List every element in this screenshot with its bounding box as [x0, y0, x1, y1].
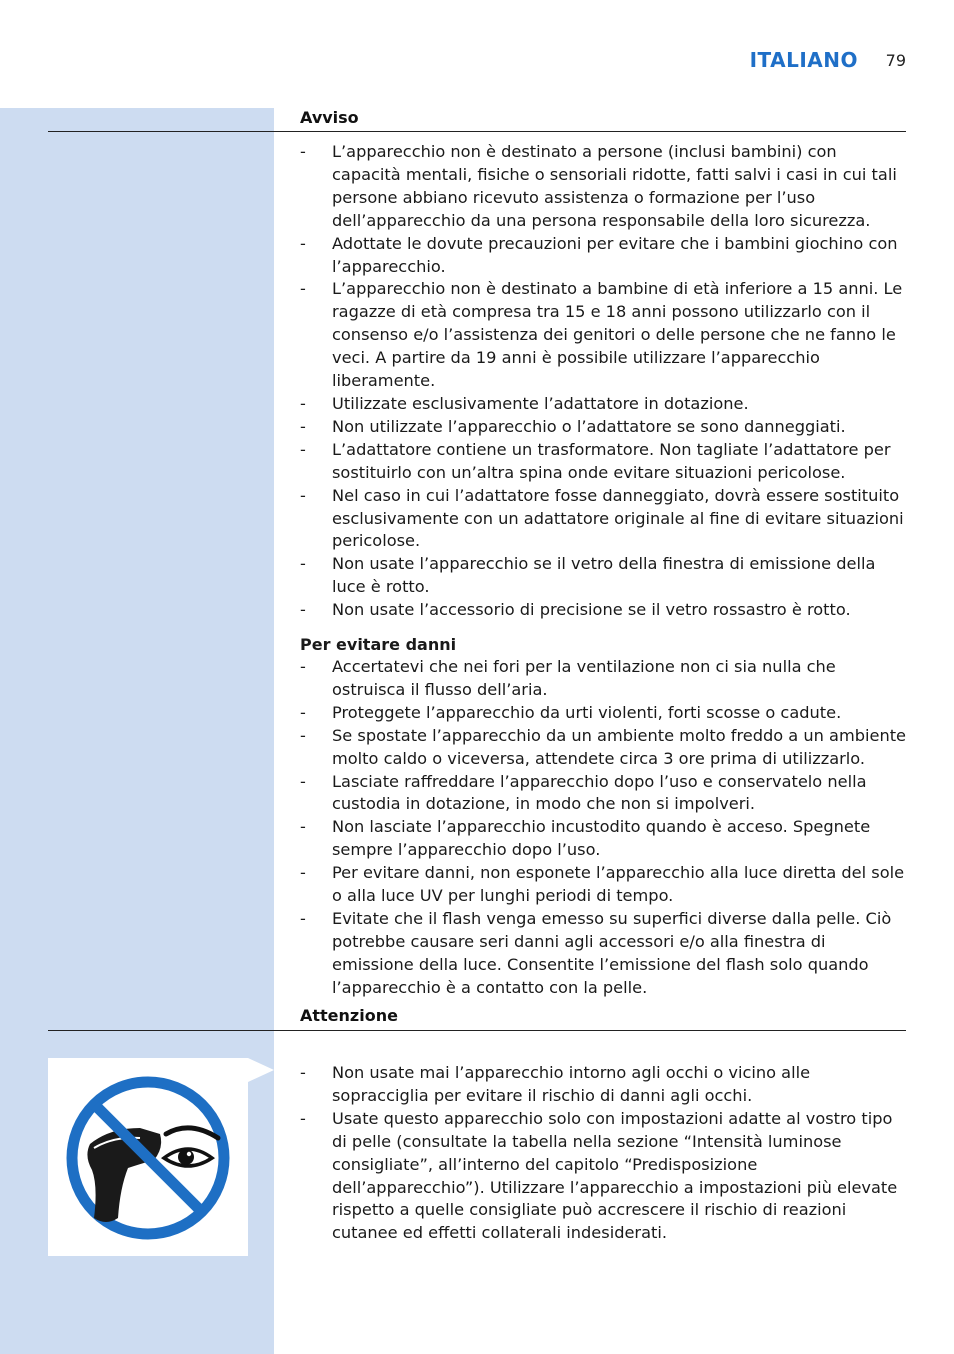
section-divider: [48, 131, 906, 132]
list-item: - Non utilizzate l’apparecchio o l’adattatore se sono danneggiati.: [300, 416, 910, 439]
avviso-content: [300, 141, 910, 1000]
section-title-attenzione: Attenzione: [300, 1006, 398, 1025]
danni-list: [300, 656, 910, 1000]
list-item: - Per evitare danni, non esponete l’apparecchio alla luce diretta del sole o alla luce UV per lunghi periodi di tempo.: [300, 862, 910, 908]
list-item: - L’apparecchio non è destinato a bambine di età inferiore a 15 anni. Le ragazze di età compresa tra 15 e 18 anni possono utilizzarlo con il consenso e/o l’assistenza dei genitori o delle persone che ne fanno le veci. A partire da 19 anni è possibile utilizzare l’apparecchio liberamente.: [300, 278, 910, 393]
list-item: - Non lasciate l’apparecchio incustodito quando è acceso. Spegnete sempre l’apparecchio dopo l’uso.: [300, 816, 910, 862]
list-item: - Evitate che il flash venga emesso su superfici diverse dalla pelle. Ciò potrebbe causare seri danni agli accessori e/o alla finestra di emissione della luce. Consentite l’emissione del flash solo quando l’apparecchio è a contatto con la pelle.: [300, 908, 910, 1000]
list-item: - Lasciate raffreddare l’apparecchio dopo l’uso e conservatelo nella custodia in dotazione, in modo che non si impolveri.: [300, 771, 910, 817]
list-item: - Non usate l’accessorio di precisione se il vetro rossastro è rotto.: [300, 599, 910, 622]
section-divider: [48, 1030, 906, 1031]
warning-image-box: [48, 1058, 248, 1256]
attenzione-list: [300, 1062, 910, 1245]
list-item: - Nel caso in cui l’adattatore fosse danneggiato, dovrà essere sostituito esclusivamente con un adattatore originale al fine di evitare situazioni pericolose.: [300, 485, 910, 554]
list-item: - Accertatevi che nei fori per la ventilazione non ci sia nulla che ostruisca il flusso dell’aria.: [300, 656, 910, 702]
list-item: - L’apparecchio non è destinato a persone (inclusi bambini) con capacità mentali, fisiche o sensoriali ridotte, fatti salvi i casi in cui tali persone abbiano ricevuto assistenza o formazione per l’uso dell’apparecchio da una persona responsabile della loro sicurezza.: [300, 141, 910, 233]
section-title-danni: Per evitare danni: [300, 635, 457, 655]
language-header: ITALIANO: [749, 48, 858, 72]
avviso-list: [300, 141, 910, 622]
list-item: - Proteggete l’apparecchio da urti violenti, forti scosse o cadute.: [300, 702, 910, 725]
section-title-avviso: Avviso: [300, 108, 359, 127]
list-item: - Non usate l’apparecchio se il vetro della finestra di emissione della luce è rotto.: [300, 553, 910, 599]
page-number: 79: [885, 51, 906, 70]
list-item: - Adottate le dovute precauzioni per evitare che i bambini giochino con l’apparecchio.: [300, 233, 910, 279]
list-item: - Se spostate l’apparecchio da un ambiente molto freddo a un ambiente molto caldo o viceversa, attendete circa 3 ore prima di utilizzarlo.: [300, 725, 910, 771]
no-device-near-eyes-icon: [48, 1058, 248, 1256]
list-item: - L’adattatore contiene un trasformatore. Non tagliate l’adattatore per sostituirlo con un’altra spina onde evitare situazioni pericolose.: [300, 439, 910, 485]
image-pointer: [248, 1058, 274, 1082]
list-item: - Non usate mai l’apparecchio intorno agli occhi o vicino alle sopracciglia per evitare il rischio di danni agli occhi.: [300, 1062, 910, 1108]
list-item: - Usate questo apparecchio solo con impostazioni adatte al vostro tipo di pelle (consultate la tabella nella sezione “Intensità luminose consigliate”, all’interno del capitolo “Predisposizione dell’apparecchio”). Utilizzare l’apparecchio a impostazioni più elevate rispetto a quelle consigliate può accrescere il rischio di reazioni cutanee ed effetti collaterali indesiderati.: [300, 1108, 910, 1245]
list-item: - Utilizzate esclusivamente l’adattatore in dotazione.: [300, 393, 910, 416]
attenzione-content: [300, 1062, 910, 1245]
